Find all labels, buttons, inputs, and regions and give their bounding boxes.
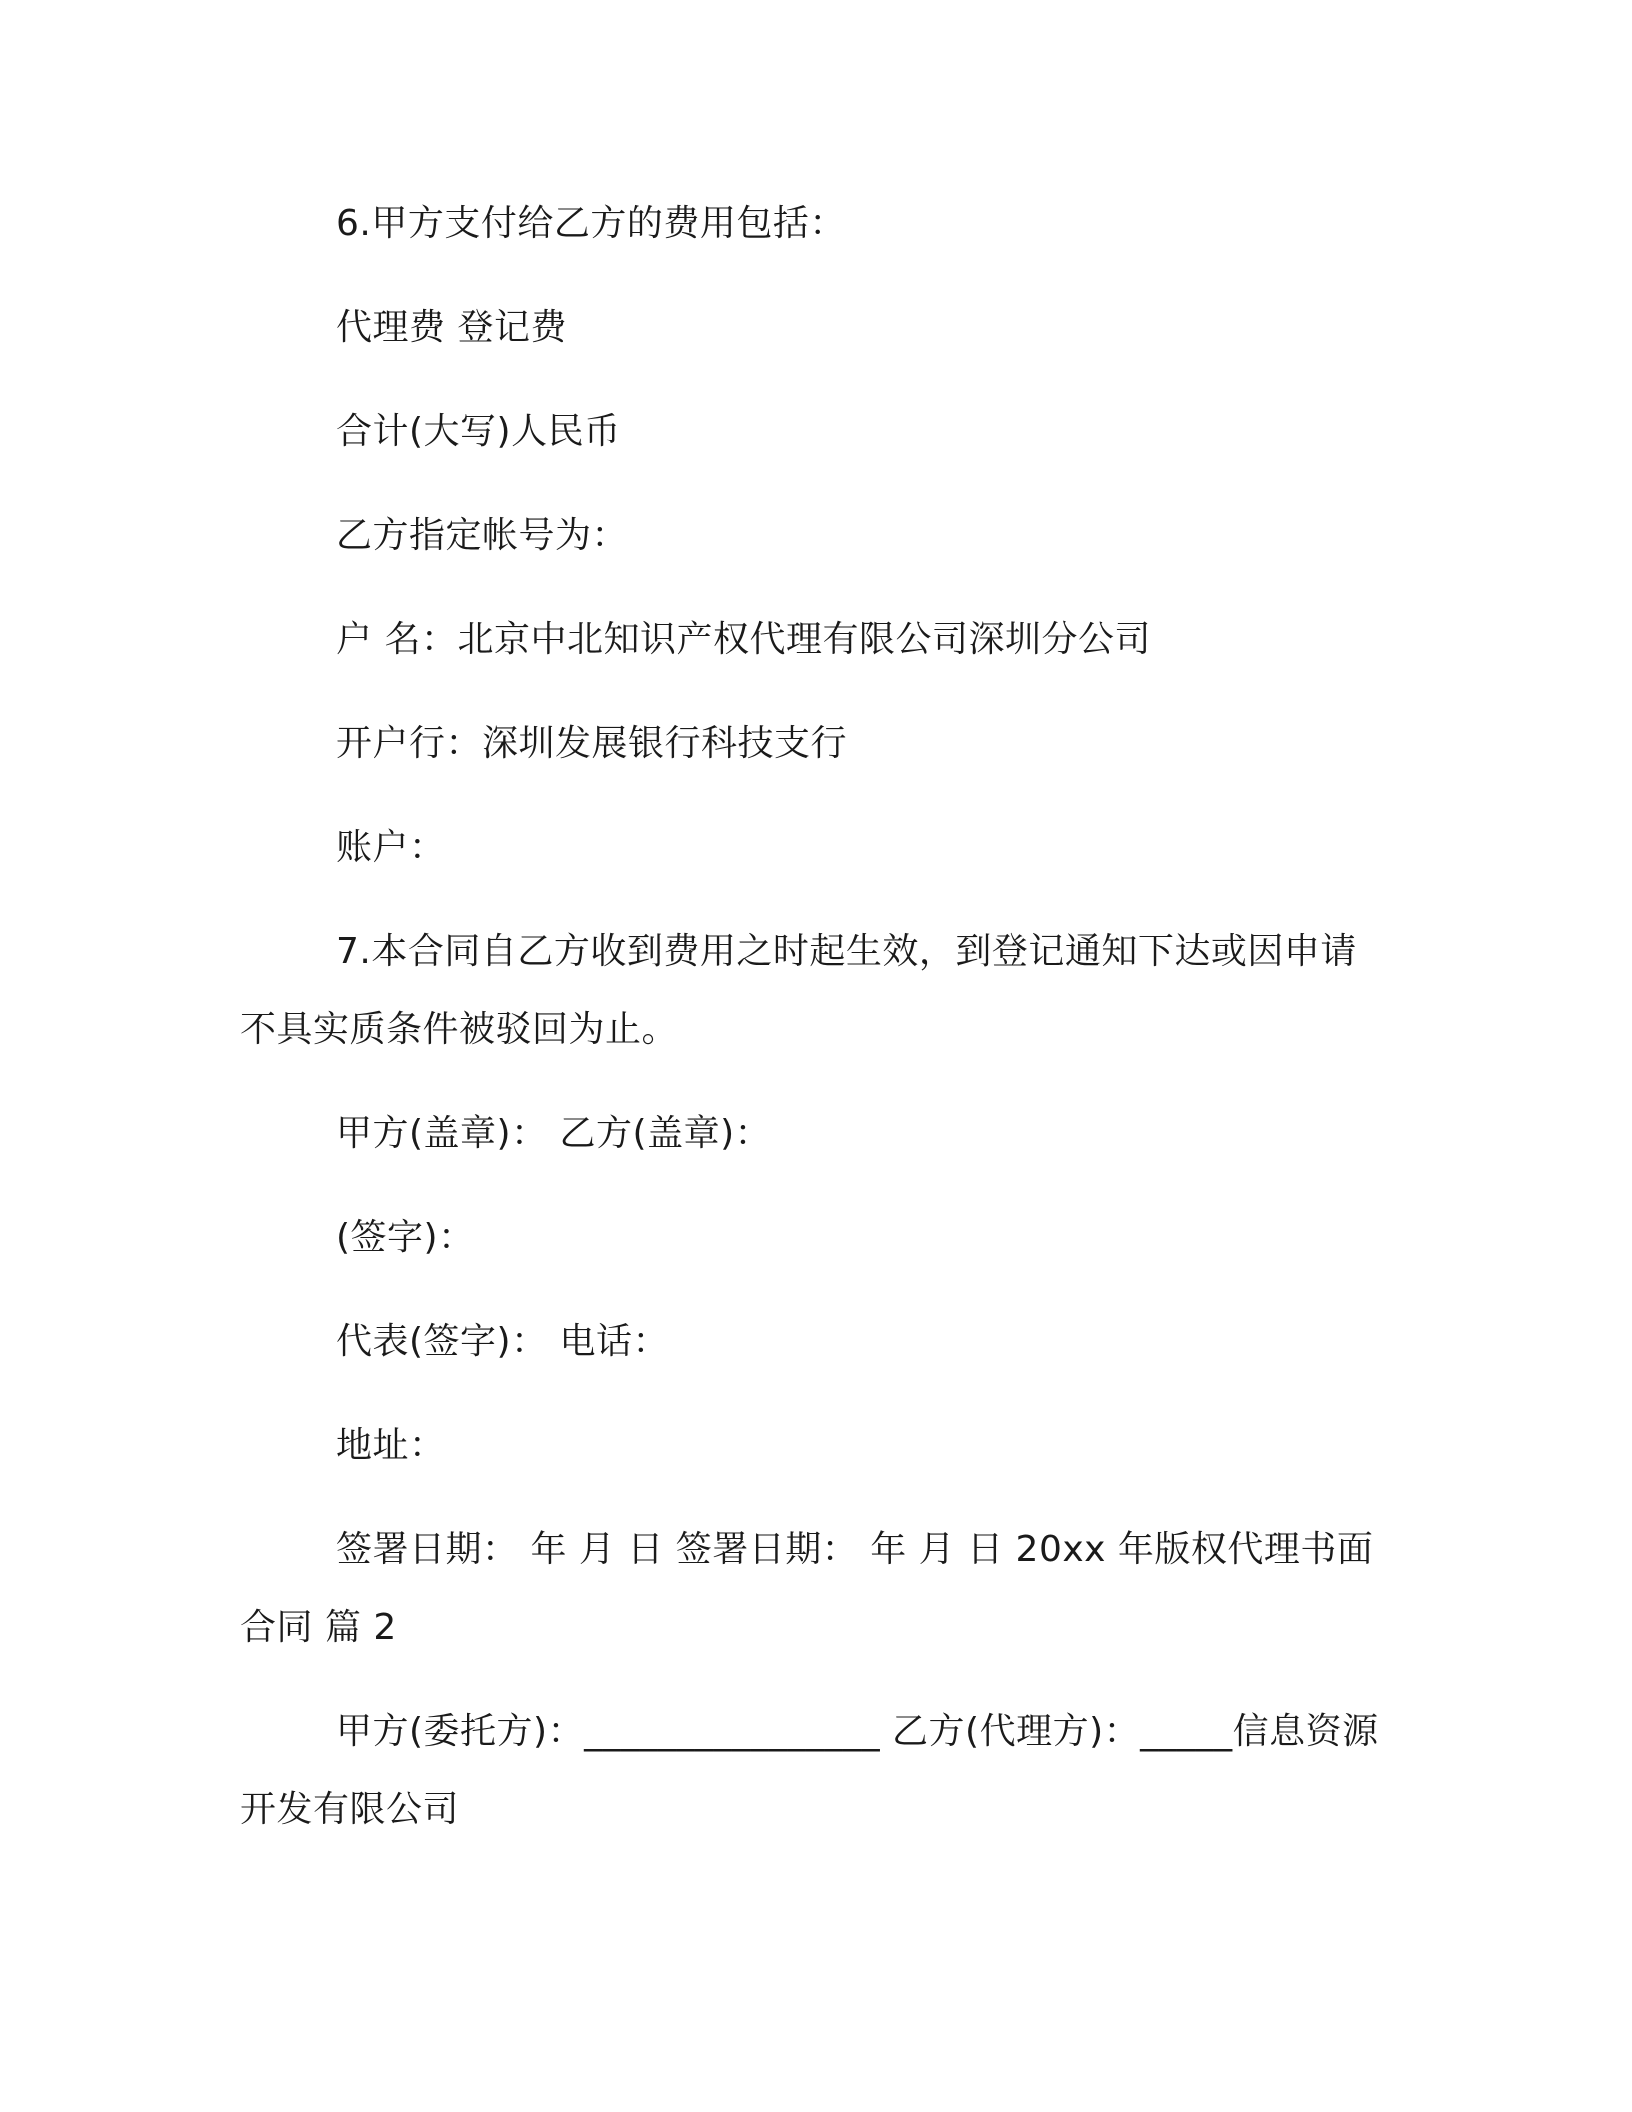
paragraph-account-number: 账户： (336, 827, 446, 868)
paragraph-sign-dates: 签署日期： 年 月 日 签署日期： 年 月 日 20xx 年版权代理书面合同 篇 2 (240, 1529, 1374, 1648)
paragraph-parties: 甲方(委托方)：________________ 乙方(代理方)：_____信息资源开发有限公司 (240, 1711, 1379, 1830)
paragraph-representative-phone: 代表(签字)： 电话： (336, 1321, 670, 1362)
document-body (240, 185, 1380, 1875)
paragraph-fees-clause: 6.甲方支付给乙方的费用包括： (336, 203, 846, 244)
paragraph-address: 地址： (336, 1425, 446, 1466)
paragraph-bank-name: 开户行：深圳发展银行科技支行 (336, 723, 848, 764)
paragraph-signature: (签字)： (336, 1217, 475, 1258)
paragraph-party-seals: 甲方(盖章)： 乙方(盖章)： (336, 1113, 772, 1154)
paragraph-account-name: 户 名：北京中北知识产权代理有限公司深圳分公司 (336, 619, 1151, 660)
paragraph-effective-clause: 7.本合同自乙方收到费用之时起生效，到登记通知下达或因申请不具实质条件被驳回为止。 (240, 931, 1357, 1050)
paragraph-total-amount: 合计(大写)人民币 (336, 411, 621, 452)
paragraph-account-heading: 乙方指定帐号为： (336, 515, 629, 556)
paragraph-fee-items: 代理费 登记费 (336, 307, 567, 348)
